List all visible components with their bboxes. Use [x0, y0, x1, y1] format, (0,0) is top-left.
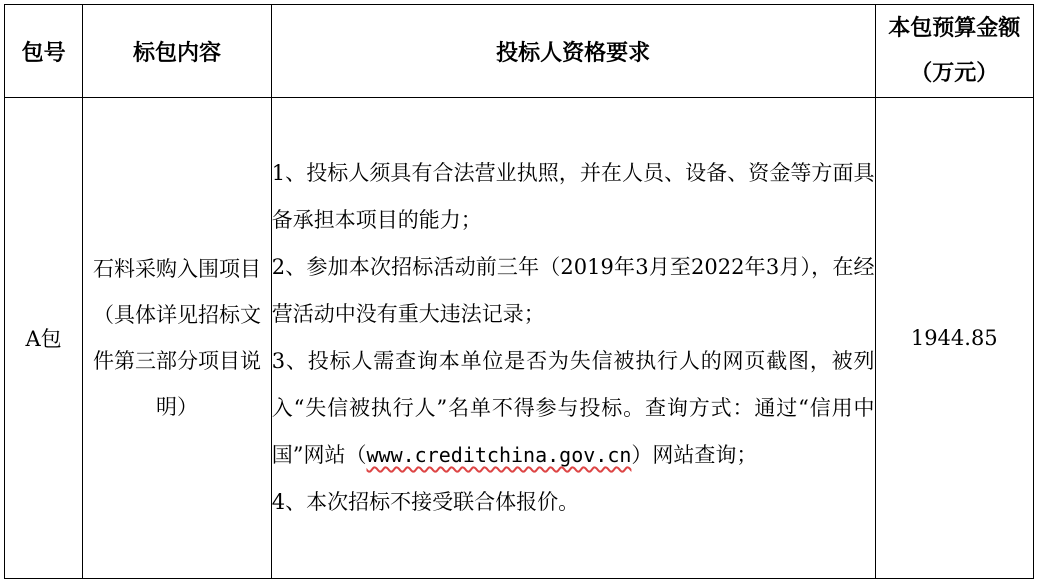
requirement-item-3-text: 3、投标人需查询本单位是否为失信被执行人的网页截图，被列入“失信被执行人”名单不得参与投标。查询方式：通过“信用中国”网站（	[271, 349, 875, 467]
table-row	[5, 98, 1034, 579]
header-budget-label: 本包预算金额（万元）	[888, 15, 1021, 86]
requirement-item-1: 1、投标人须具有合法营业执照，并在人员、设备、资金等方面具备承担本项目的能力；	[271, 161, 875, 232]
cell-package: A包	[5, 98, 83, 579]
cell-requirements	[271, 98, 875, 579]
requirement-item-3	[272, 338, 875, 479]
header-content: 标包内容	[83, 5, 272, 98]
bid-requirements-table	[4, 4, 1034, 579]
header-budget	[875, 5, 1033, 98]
header-requirements: 投标人资格要求	[271, 5, 875, 98]
cell-content	[83, 98, 272, 579]
requirement-item-2: 2、参加本次招标活动前三年（2019年3月至2022年3月），在经营活动中没有重大违法记录；	[271, 255, 875, 326]
requirement-item-3-tail: ）网站查询；	[631, 443, 758, 467]
creditchina-link[interactable]: www.creditchina.gov.cn	[366, 443, 632, 467]
content-description: 石料采购入围项目（具体详见招标文件第三部分项目说明）	[92, 257, 261, 419]
requirement-item-4: 4、本次招标不接受联合体报价。	[271, 490, 580, 514]
header-package: 包号	[5, 5, 83, 98]
cell-budget: 1944.85	[875, 98, 1033, 579]
table-header-row	[5, 5, 1034, 98]
